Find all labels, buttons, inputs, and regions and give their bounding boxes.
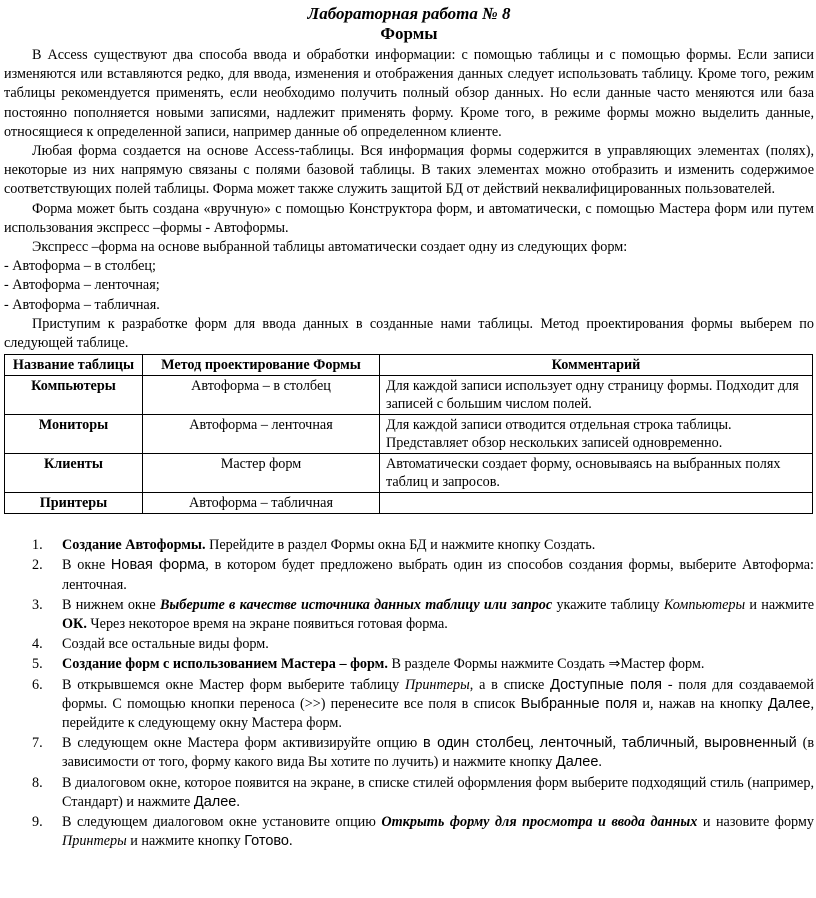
table-row: [5, 454, 813, 493]
step-4: 4. Создай все остальные виды форм.: [32, 636, 269, 653]
header-comment: Комментарий: [380, 355, 813, 376]
step-1: 1. Создание Автоформы. Перейдите в раздел Формы окна БД и нажмите кнопку Создать.: [32, 537, 596, 554]
cell-name: Клиенты: [5, 454, 143, 493]
paragraph-express-form: Экспресс –форма на основе выбранной таблицы автоматически создает одну из следующих форм:: [32, 239, 628, 256]
list-item-autoform-table: - Автоформа – табличная.: [4, 296, 160, 313]
double-arrow-right-icon: ⇒: [608, 656, 621, 673]
step-5: 5. Создание форм с использованием Мастера – форм. В разделе Формы нажмите Создать ⇒Мастер форм.: [32, 656, 705, 673]
paragraph-form-creation: Форма может быть создана «вручную» с помощью Конструктора форм, и автоматически, с помощью Мастера форм или путем использования экспресс –формы - Автоформы.: [4, 200, 814, 236]
cell-comment: Автоматически создает форму, основываясь на выбранных полях таблиц и запросов.: [380, 454, 813, 493]
document-page: [4, 4, 814, 853]
cell-method: Автоформа – табличная: [143, 493, 380, 514]
paragraph-form-basis: Любая форма создается на основе Access-таблицы. Вся информация формы содержится в управляющих элементах (полях), некоторые из них напрямую связаны с полями базовой таблицы. В таких элементах можно отобразить и изменить содержимое соответствующих полей таблицы. Форма может также служить защитой БД от действий неквалифицированных пользователей.: [4, 143, 814, 198]
cell-name: Мониторы: [5, 415, 143, 454]
step-6: 6. В открывшемся окне Мастер форм выберите таблицу Принтеры, а в списке Доступные поля - поля для создаваемой формы. С помощью кнопки переноса (>>) перенесите все поля в список Выбранные поля и, нажав на кнопку Далее, перейдите к следующему окну Мастера форм.: [32, 676, 814, 732]
table-row: [5, 493, 813, 514]
step-8: 8. В диалоговом окне, которое появится на экране, в списке стилей оформления форм выберите подходящий стиль (например, Стандарт) и нажмите Далее.: [32, 774, 814, 810]
table-row: [5, 376, 813, 415]
page-title: Лабораторная работа № 8: [307, 4, 511, 23]
step-9: 9. В следующем диалоговом окне установите опцию Открыть форму для просмотра и ввода данных и назовите форму Принтеры и нажмите кнопку Готово.: [32, 814, 814, 850]
cell-method: Мастер форм: [143, 454, 380, 493]
paragraph-method-choice: Приступим к разработке форм для ввода данных в созданные нами таблицы. Метод проектирования формы выберем по следующей таблице.: [4, 315, 814, 352]
step-7: 7. В следующем окне Мастера форм активизируйте опцию в один столбец, ленточный, табличный, выровненный (в зависимости от того, форму какого вида Вы хотите по лучить) и нажмите кнопку Далее.: [32, 735, 815, 771]
methods-table: [4, 354, 813, 514]
cell-comment: Для каждой записи отводится отдельная строка таблицы. Представляет обзор нескольких записей одновременно.: [380, 415, 813, 454]
list-item-autoform-column: - Автоформа – в столбец;: [4, 258, 156, 275]
list-item-autoform-ribbon: - Автоформа – ленточная;: [4, 277, 160, 294]
page-subtitle: Формы: [380, 24, 438, 43]
cell-comment: Для каждой записи использует одну страницу формы. Подходит для записей с большим числом полей.: [380, 376, 813, 415]
paragraph-intro: В Access существуют два способа ввода и обработки информации: с помощью таблицы и с помощью формы. Если записи изменяются или вставляются редко, для ввода, изменения и отображения данных следует использовать таблицу. Кроме того, режим таблицы рекомендуется применять, если необходимо получить полный обзор данных. Но если данные часто меняются или база постоянно пополняется новыми записями, надлежит применять форму. Кроме того, в режиме формы можно выделить данные, относящиеся к определенной записи, например данные об определенном клиенте.: [4, 47, 814, 140]
header-method: Метод проектирование Формы: [143, 355, 380, 376]
header-table-name: Название таблицы: [5, 355, 143, 376]
cell-method: Автоформа – в столбец: [143, 376, 380, 415]
cell-name: Принтеры: [5, 493, 143, 514]
cell-method: Автоформа – ленточная: [143, 415, 380, 454]
table-header-row: [5, 355, 813, 376]
cell-name: Компьютеры: [5, 376, 143, 415]
table-row: [5, 415, 813, 454]
steps-list: [4, 536, 814, 851]
cell-comment: [380, 493, 813, 514]
step-2: 2. В окне Новая форма, в котором будет предложено выбрать один из способов создания формы, выберите Автоформа: ленточная.: [32, 557, 814, 593]
step-3: 3. В нижнем окне Выберите в качестве источника данных таблицу или запрос укажите таблицу Компьютеры и нажмите ОК. Через некоторое время на экране появиться готовая форма.: [32, 596, 814, 633]
